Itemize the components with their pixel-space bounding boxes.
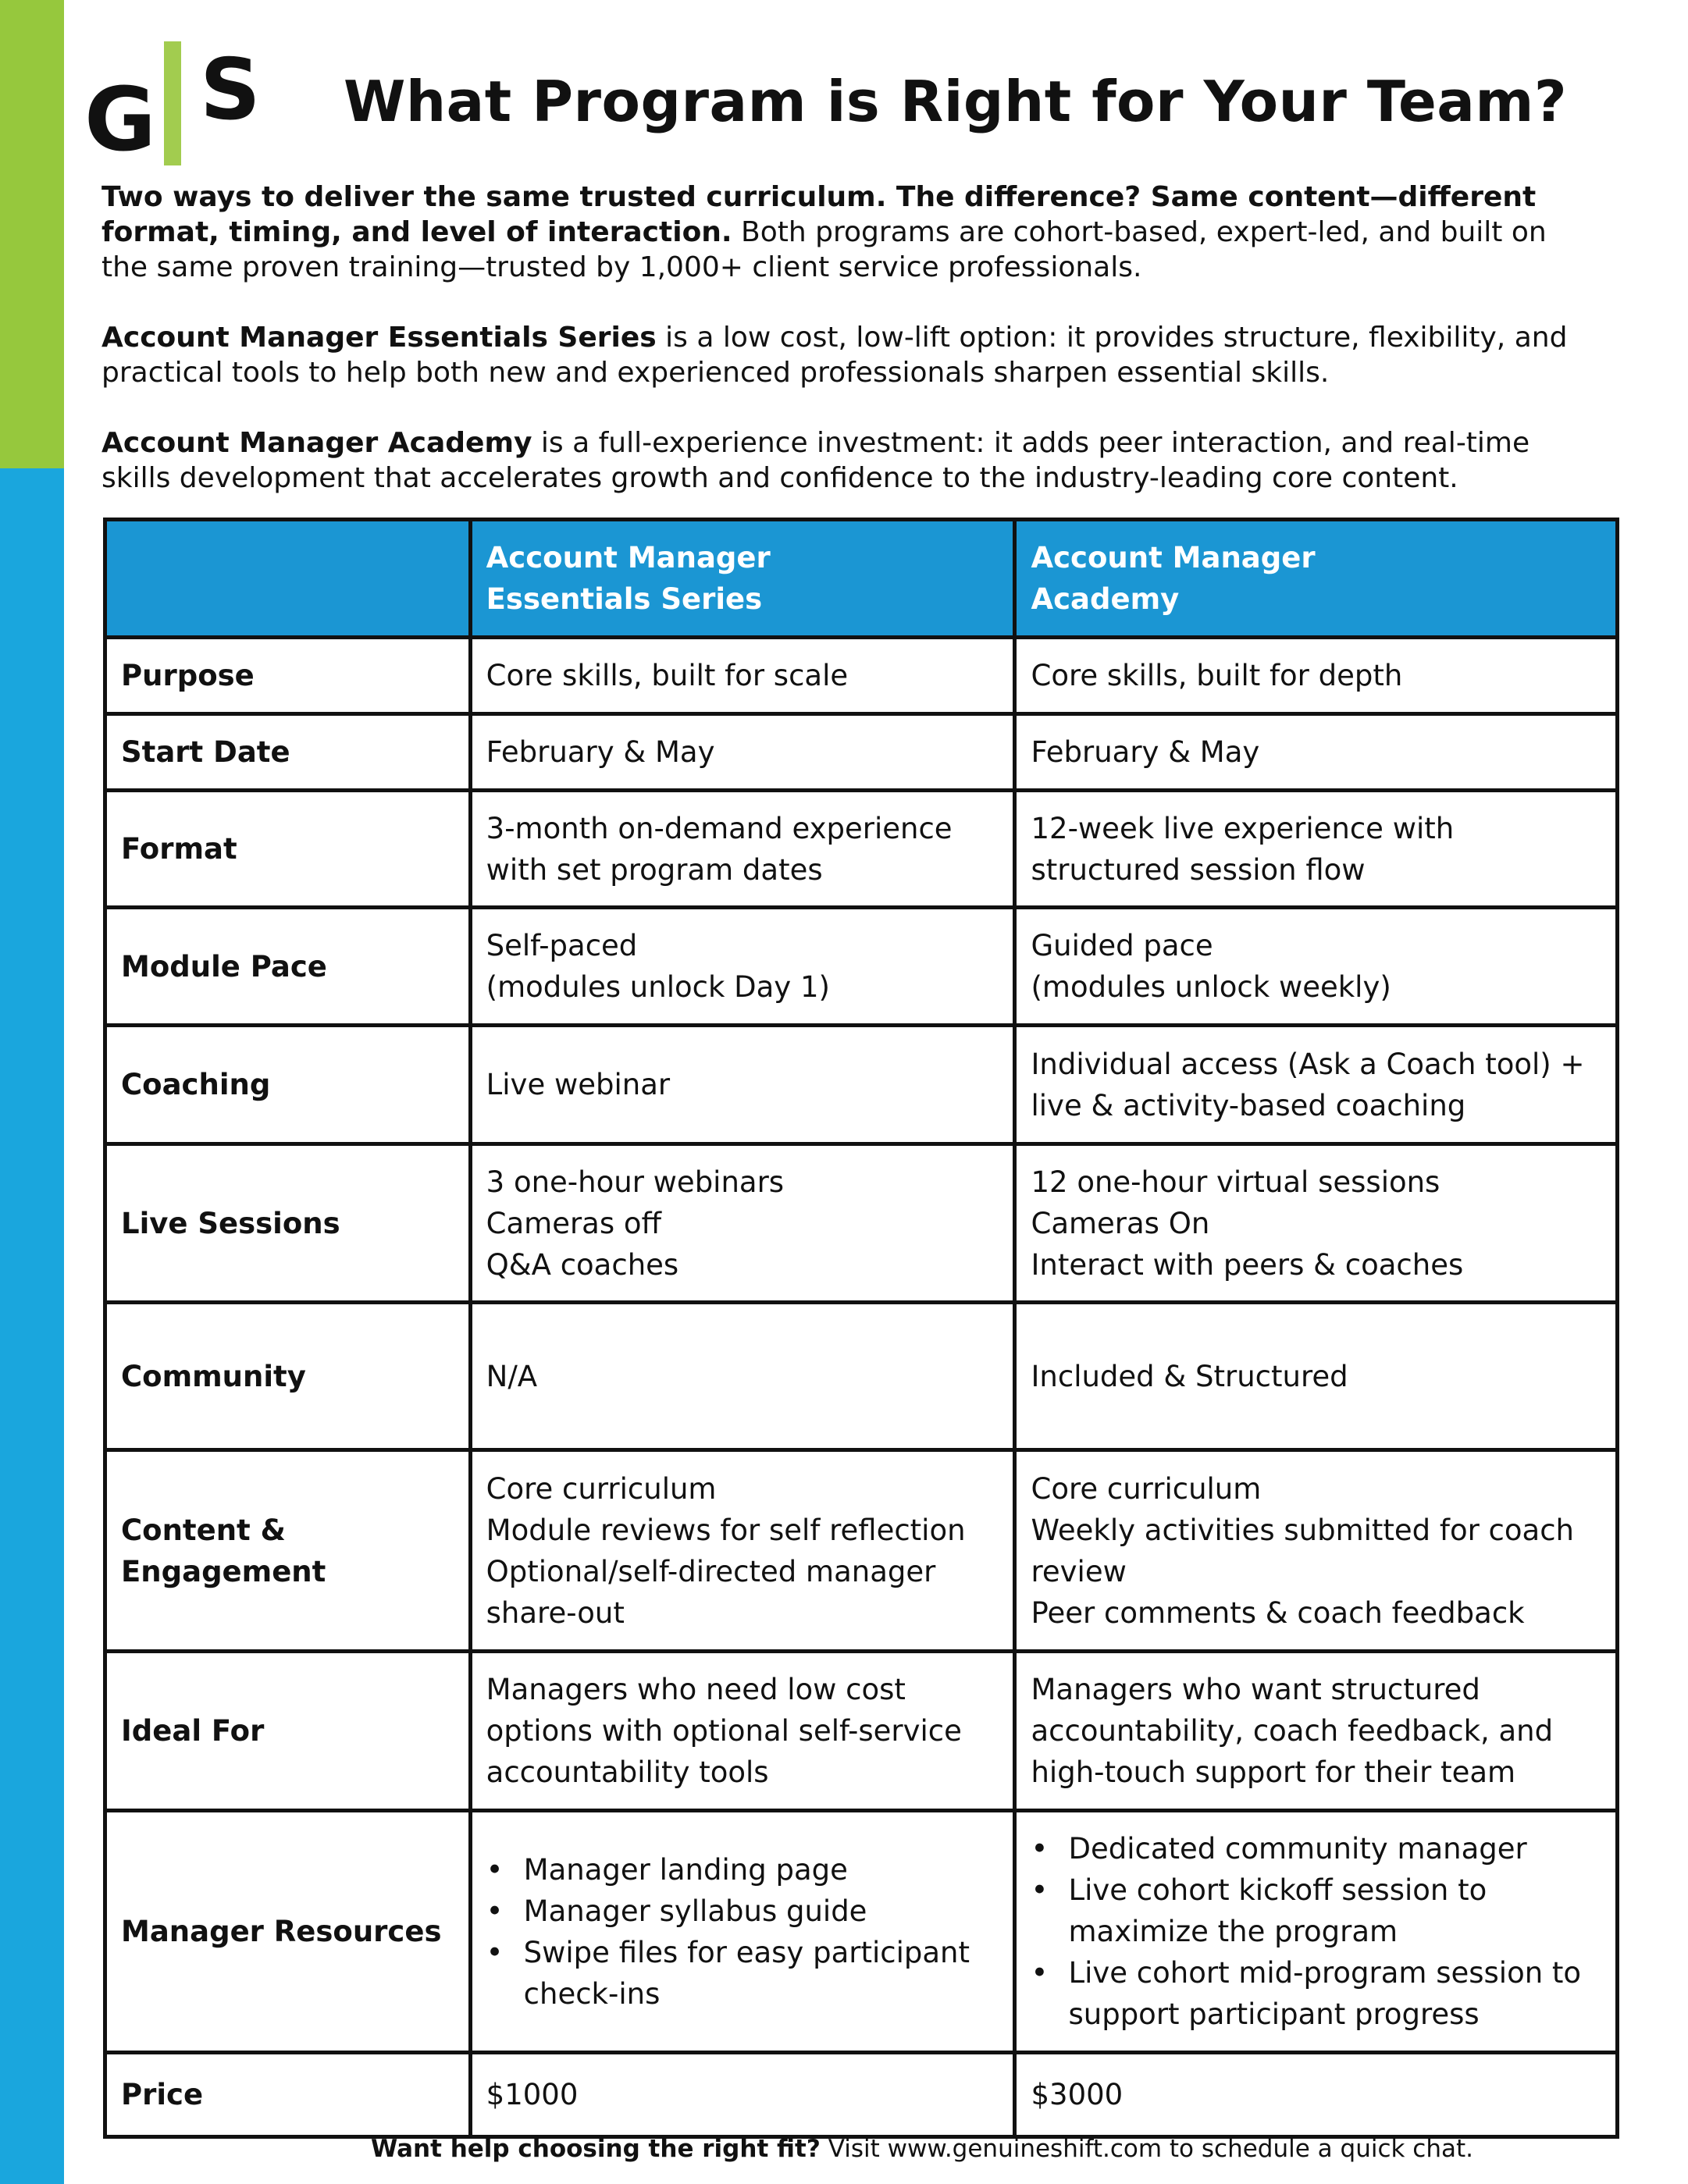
table-row bbox=[105, 2053, 1618, 2137]
footer-cta: Want help choosing the right fit? Visit www.genuineshift.com to schedule a quick chat. bbox=[371, 2135, 1473, 2163]
gs-logo: G S bbox=[84, 41, 261, 171]
essentials-cell bbox=[470, 908, 1015, 1026]
bullet-list bbox=[1017, 1828, 1615, 2035]
list-item: • Manager landing page bbox=[472, 1849, 1013, 1891]
academy-cell bbox=[1015, 791, 1618, 908]
cell-line: Self-paced bbox=[486, 929, 638, 962]
table-row bbox=[105, 1144, 1618, 1303]
intro-paragraph: Two ways to deliver the same trusted curriculum. The difference? Same content—different format, timing, and level of interaction. Both programs are cohort-based, expert-led, and built on the same proven training—trusted by 1,000+ client service professionals. bbox=[101, 181, 1547, 283]
page-title: What Program is Right for Your Team? bbox=[344, 69, 1568, 134]
essentials-cell bbox=[470, 1144, 1015, 1303]
cell-line: N/A bbox=[486, 1359, 538, 1393]
essentials-cell bbox=[470, 2053, 1015, 2137]
list-item: • Dedicated community manager bbox=[1017, 1828, 1615, 1869]
cell-line: with set program dates bbox=[486, 852, 823, 887]
academy-cell bbox=[1015, 1303, 1618, 1450]
list-item: • Live cohort mid-program session to support participant progress bbox=[1017, 1952, 1615, 2035]
row-label: Format bbox=[105, 791, 471, 908]
essentials-cell bbox=[470, 714, 1015, 791]
table-row bbox=[105, 1303, 1618, 1450]
header-empty bbox=[105, 520, 471, 638]
cell-line: (modules unlock weekly) bbox=[1031, 970, 1391, 1004]
row-label: Ideal For bbox=[105, 1652, 471, 1811]
row-label: Content & Engagement bbox=[105, 1450, 471, 1652]
cell-line: Live webinar bbox=[486, 1068, 671, 1101]
list-item: • Manager syllabus guide bbox=[472, 1891, 1013, 1932]
cell-line: Q&A coaches bbox=[486, 1247, 679, 1282]
table-row bbox=[105, 1811, 1618, 2053]
cell-line: $1000 bbox=[486, 2078, 579, 2111]
cell-line: Included & Structured bbox=[1031, 1359, 1348, 1393]
academy-cell bbox=[1015, 638, 1618, 714]
row-label: Live Sessions bbox=[105, 1144, 471, 1303]
cell-line: Guided pace bbox=[1031, 929, 1213, 962]
row-label: Start Date bbox=[105, 714, 471, 791]
bullet-list bbox=[472, 1849, 1013, 2015]
academy-cell bbox=[1015, 1026, 1618, 1144]
cell-line: Optional/self-directed manager share-out bbox=[486, 1554, 936, 1630]
cell-line: Managers who want structured accountability, coach feedback, and high-touch support for their team bbox=[1031, 1673, 1554, 1789]
cell-line: Module reviews for self reflection bbox=[486, 1513, 966, 1547]
row-label: Manager Resources bbox=[105, 1811, 471, 2053]
comparison-table bbox=[103, 518, 1619, 2139]
cell-line: 3-month on-demand experience bbox=[486, 811, 953, 845]
table-row bbox=[105, 791, 1618, 908]
list-item: • Swipe files for easy participant check-ins bbox=[472, 1932, 1013, 2015]
cell-line: February & May bbox=[486, 735, 715, 769]
table-header-row bbox=[105, 520, 1618, 638]
cell-line: (modules unlock Day 1) bbox=[486, 970, 830, 1004]
academy-cell bbox=[1015, 908, 1618, 1026]
header-essentials: Account Manager Essentials Series bbox=[470, 520, 1015, 638]
accent-bar-blue bbox=[0, 468, 64, 2184]
essentials-cell bbox=[470, 1811, 1015, 2053]
table-row bbox=[105, 908, 1618, 1026]
table-row bbox=[105, 1026, 1618, 1144]
row-label: Module Pace bbox=[105, 908, 471, 1026]
essentials-description: Account Manager Essentials Series is a low cost, low-lift option: it provides structure, flexibility, and practical tools to help both new and experienced professionals sharpen essential skills. bbox=[101, 322, 1568, 389]
cell-line: Individual access (Ask a Coach tool) + bbox=[1031, 1047, 1585, 1081]
essentials-cell bbox=[470, 1652, 1015, 1811]
cell-line: Interact with peers & coaches bbox=[1031, 1247, 1464, 1282]
header-academy: Account Manager Academy bbox=[1015, 520, 1618, 638]
cell-line: structured session flow bbox=[1031, 852, 1366, 887]
table-row bbox=[105, 1450, 1618, 1652]
academy-cell bbox=[1015, 714, 1618, 791]
cell-line: Cameras On bbox=[1031, 1206, 1210, 1240]
cell-line: Peer comments & coach feedback bbox=[1031, 1595, 1525, 1630]
cell-line: Weekly activities submitted for coach review bbox=[1031, 1513, 1575, 1588]
cell-line: live & activity-based coaching bbox=[1031, 1088, 1466, 1122]
row-label: Coaching bbox=[105, 1026, 471, 1144]
cell-line: Core curriculum bbox=[486, 1471, 717, 1506]
cell-line: February & May bbox=[1031, 735, 1260, 769]
accent-bar-green bbox=[0, 0, 64, 468]
list-item: • Live cohort kickoff session to maximize the program bbox=[1017, 1869, 1615, 1952]
essentials-cell bbox=[470, 1450, 1015, 1652]
academy-description: Account Manager Academy is a full-experience investment: it adds peer interaction, and real-time skills development that accelerates growth and confidence to the industry-leading core content. bbox=[101, 427, 1530, 494]
intro bbox=[101, 180, 1601, 531]
row-label: Purpose bbox=[105, 638, 471, 714]
essentials-cell bbox=[470, 791, 1015, 908]
cell-line: 3 one-hour webinars bbox=[486, 1165, 785, 1199]
essentials-cell bbox=[470, 1303, 1015, 1450]
cell-line: Cameras off bbox=[486, 1206, 662, 1240]
academy-cell bbox=[1015, 2053, 1618, 2137]
cell-line: 12 one-hour virtual sessions bbox=[1031, 1165, 1440, 1199]
table-row bbox=[105, 638, 1618, 714]
table-row bbox=[105, 1652, 1618, 1811]
table-row bbox=[105, 714, 1618, 791]
cell-line: $3000 bbox=[1031, 2078, 1124, 2111]
academy-cell bbox=[1015, 1450, 1618, 1652]
cell-line: Core skills, built for scale bbox=[486, 659, 849, 692]
cell-line: Managers who need low cost options with optional self-service accountability tools bbox=[486, 1673, 962, 1789]
row-label: Community bbox=[105, 1303, 471, 1450]
essentials-cell bbox=[470, 638, 1015, 714]
academy-cell bbox=[1015, 1811, 1618, 2053]
row-label: Price bbox=[105, 2053, 471, 2137]
academy-cell bbox=[1015, 1144, 1618, 1303]
essentials-cell bbox=[470, 1026, 1015, 1144]
cell-line: 12-week live experience with bbox=[1031, 811, 1455, 845]
cell-line: Core skills, built for depth bbox=[1031, 659, 1403, 692]
cell-line: Core curriculum bbox=[1031, 1471, 1262, 1506]
academy-cell bbox=[1015, 1652, 1618, 1811]
